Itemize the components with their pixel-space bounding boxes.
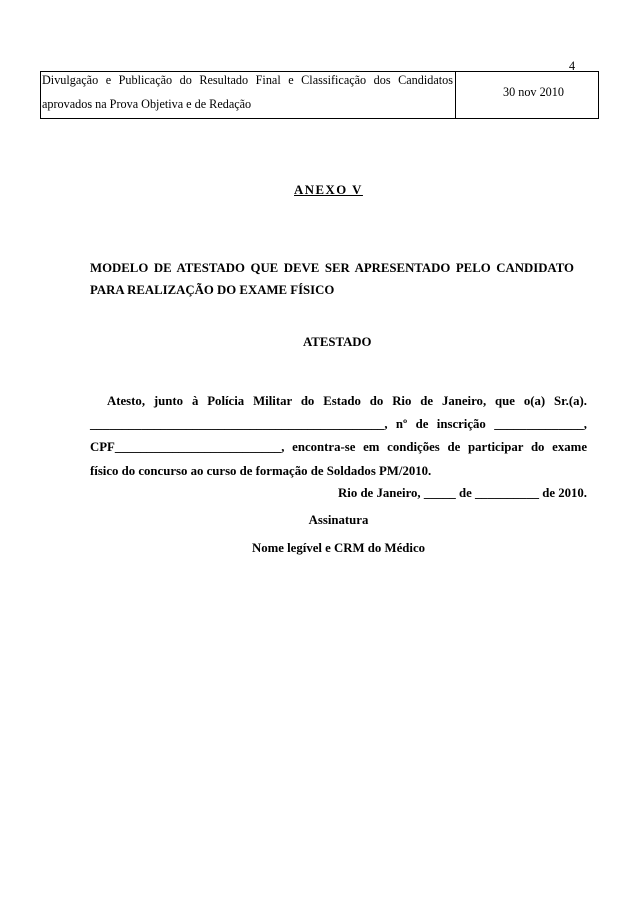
certificate-title: ATESTADO — [303, 335, 372, 349]
signature-label: Assinatura — [308, 513, 369, 527]
certificate-line: CPF__________________________, encontra-se em condições de participar do exame — [90, 440, 587, 454]
signer-label: Nome legível e CRM do Médico — [251, 541, 426, 555]
header-table — [40, 71, 599, 119]
certificate-line: Atesto, junto à Polícia Militar do Estado do Rio de Janeiro, que o(a) Sr.(a). — [107, 394, 587, 408]
header-title-cell — [41, 72, 456, 118]
header-date: 30 nov 2010 — [503, 85, 564, 99]
model-heading: MODELO DE ATESTADO QUE DEVE SER APRESENTADO PELO CANDIDATO PARA REALIZAÇÃO DO EXAME FÍSICO — [90, 261, 574, 297]
certificate-line: físico do concurso ao curso de formação de Soldados PM/2010. — [90, 464, 432, 478]
header-title: Divulgação e Publicação do Resultado Final e Classificação dos Candidatos aprovados na Prova Objetiva e de Redação — [42, 73, 453, 111]
certificate-line: ______________________________________________, nº de inscrição ______________, — [90, 417, 587, 431]
page-number: 4 — [569, 59, 576, 73]
annex-title: ANEXO V — [294, 183, 363, 197]
place-and-date: Rio de Janeiro, _____ de __________ de 2010. — [338, 486, 587, 500]
